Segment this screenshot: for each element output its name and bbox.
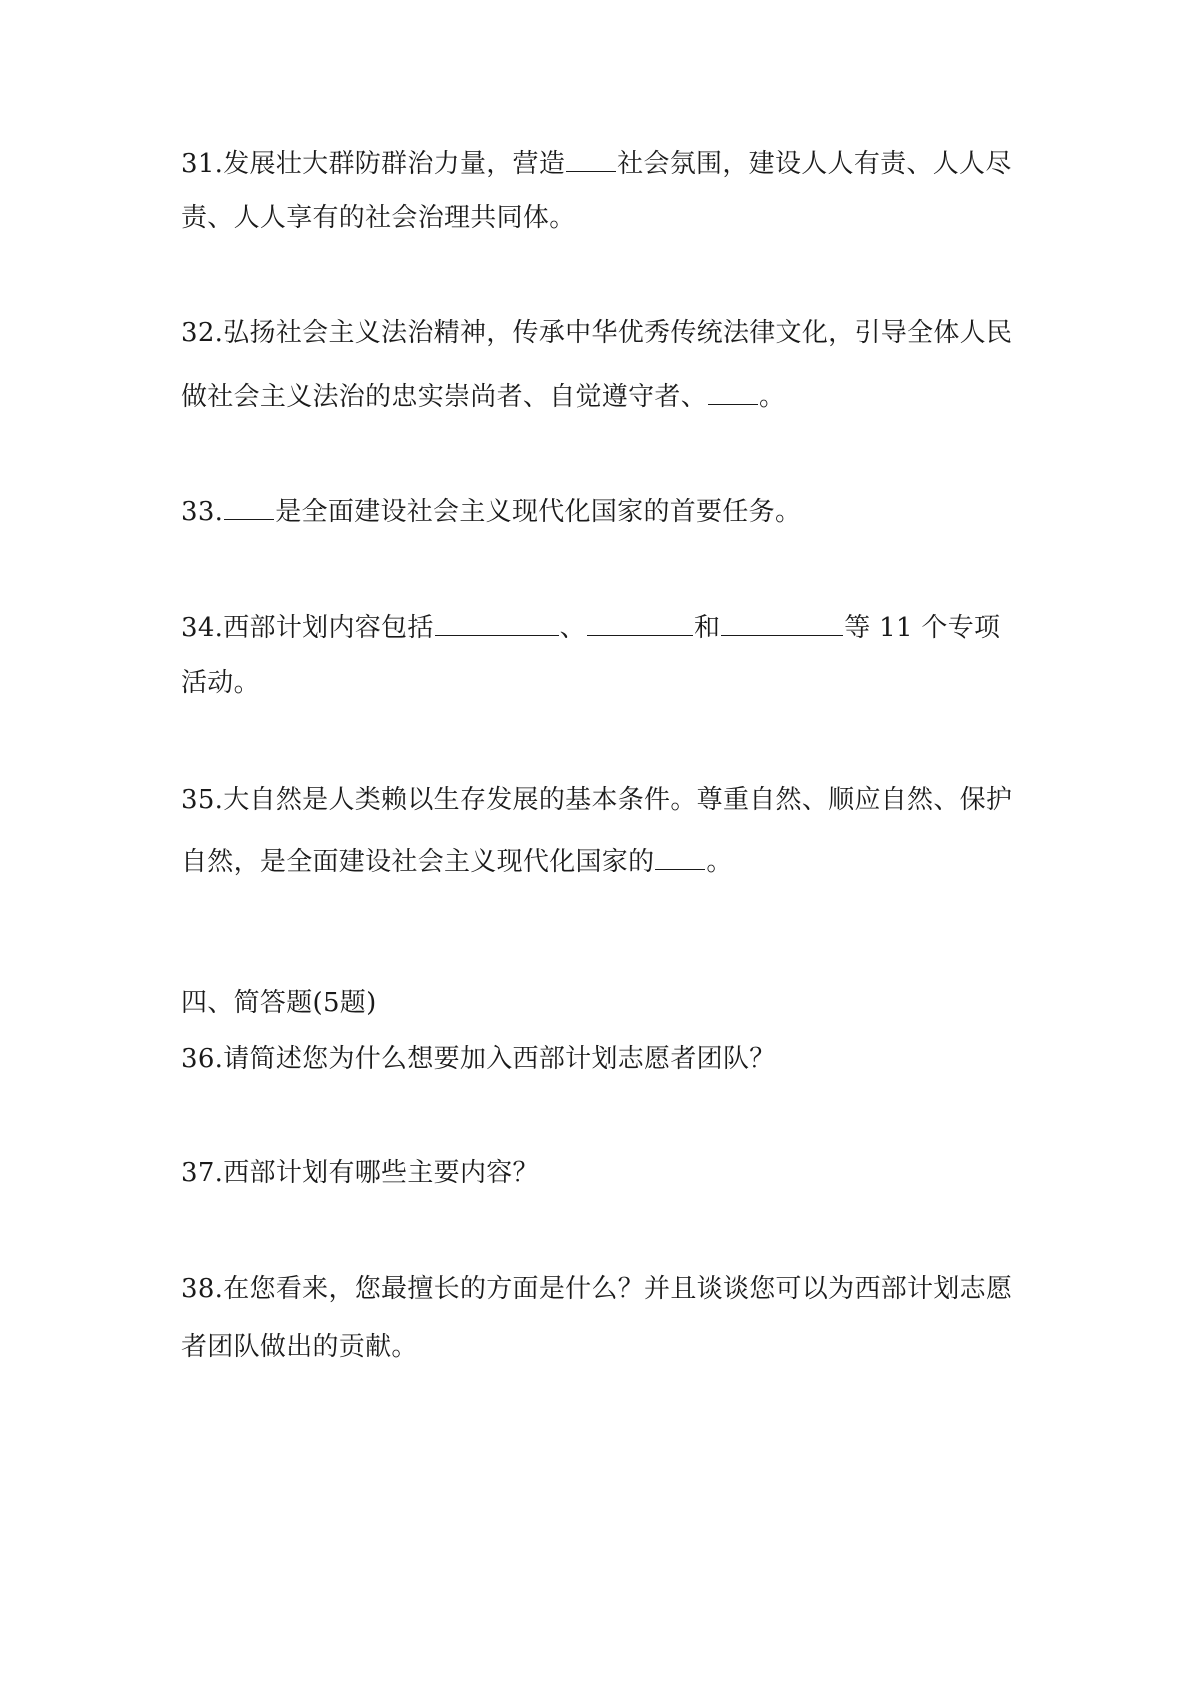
- question-35-line-1: 35.大自然是人类赖以生存发展的基本条件。尊重自然、顺应自然、保护: [181, 785, 1013, 815]
- question-38-line-2: 者团队做出的贡献。: [181, 1332, 418, 1362]
- answer-blank: [655, 843, 705, 870]
- question-31-line-1: [181, 145, 1021, 181]
- question-34-text-b: 、: [559, 613, 586, 643]
- section-heading: 四、简答题(5题): [181, 988, 377, 1018]
- question-34-line-2: 活动。: [181, 668, 260, 698]
- question-34-text-c: 和: [693, 613, 721, 643]
- question-36: 36.请简述您为什么想要加入西部计划志愿者团队？: [181, 1044, 776, 1074]
- question-34-line-1: [181, 609, 1021, 645]
- question-35-line-2: [181, 843, 1021, 879]
- question-32-text-b: 。: [759, 382, 786, 412]
- question-37: 37.西部计划有哪些主要内容？: [181, 1158, 539, 1188]
- question-34-text-a: 34.西部计划内容包括: [181, 613, 434, 643]
- answer-blank: [587, 609, 693, 636]
- question-32-line-2: [181, 378, 1021, 414]
- answer-blank: [435, 609, 559, 636]
- question-33-text-a: 33.: [181, 497, 224, 527]
- question-35-text-a: 自然，是全面建设社会主义现代化国家的: [181, 847, 655, 877]
- question-32-line-1: 32.弘扬社会主义法治精神，传承中华优秀传统法律文化，引导全体人民: [181, 318, 1013, 348]
- question-35-text-b: 。: [706, 847, 733, 877]
- question-33-line-1: [181, 493, 1021, 529]
- question-34-text-d: 等 11 个专项: [844, 613, 1001, 643]
- question-31-text-a: 31.发展壮大群防群治力量，营造: [181, 149, 566, 179]
- question-38-line-1: 38.在您看来，您最擅长的方面是什么？并且谈谈您可以为西部计划志愿: [181, 1274, 1013, 1304]
- answer-blank: [708, 378, 758, 405]
- question-31-line-2: 责、人人享有的社会治理共同体。: [181, 203, 576, 233]
- question-32-text-a: 做社会主义法治的忠实崇尚者、自觉遵守者、: [181, 382, 708, 412]
- question-31-text-b: 社会氛围，建设人人有责、人人尽: [617, 149, 1012, 179]
- answer-blank: [721, 609, 843, 636]
- question-33-text-b: 是全面建设社会主义现代化国家的首要任务。: [275, 497, 802, 527]
- answer-blank: [224, 493, 274, 520]
- answer-blank: [566, 145, 616, 172]
